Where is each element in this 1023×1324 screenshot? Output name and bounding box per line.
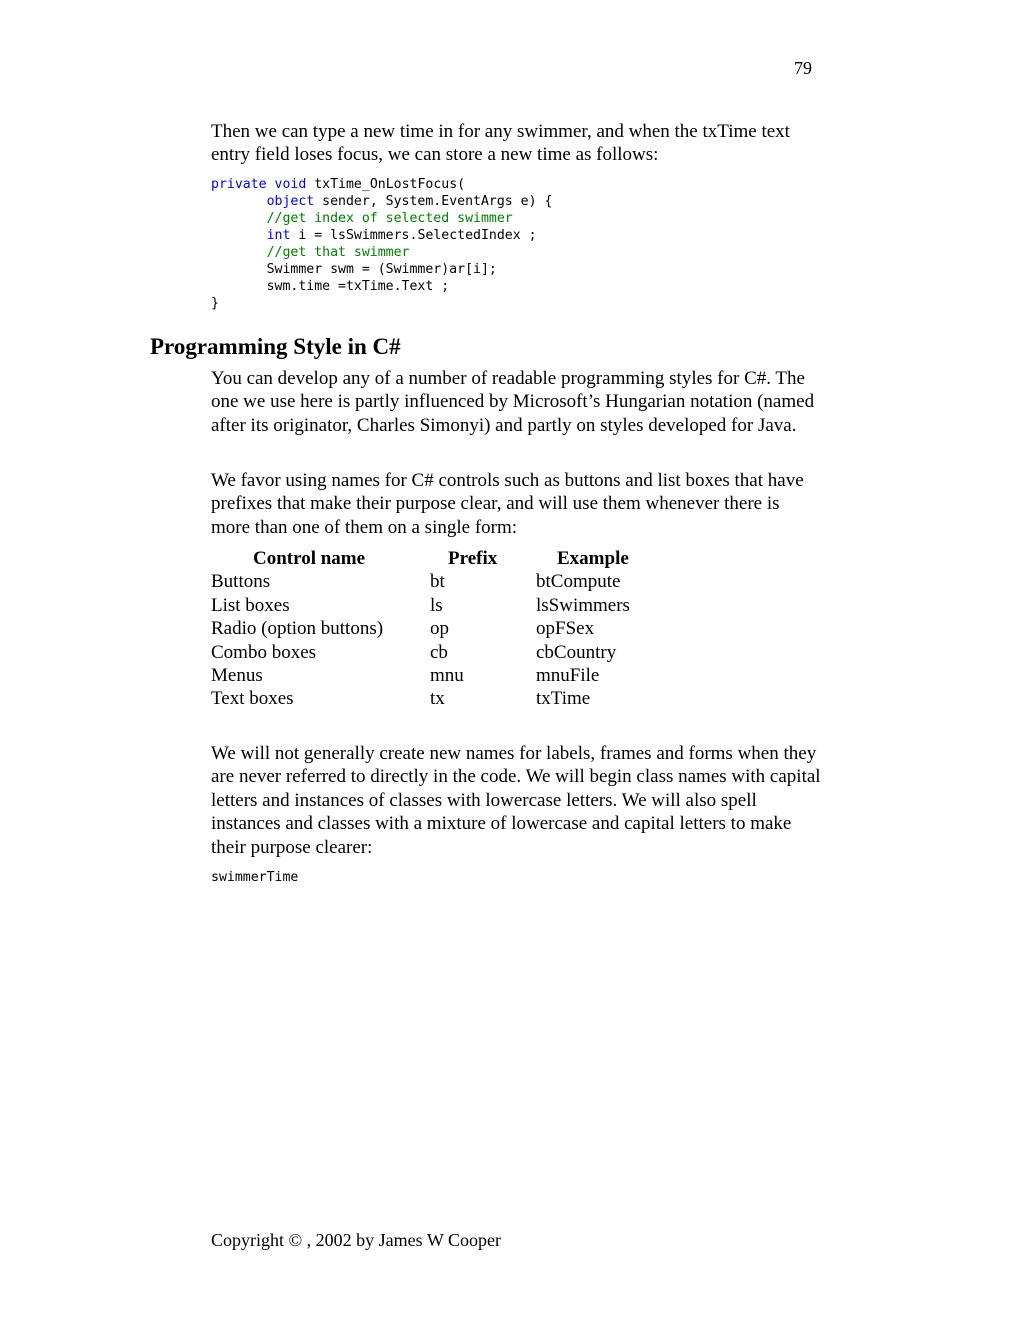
page-number: 79 xyxy=(794,58,812,78)
cell-prefix: tx xyxy=(430,688,445,710)
code-line: private void txTime_OnLostFocus( xyxy=(211,177,466,192)
header-prefix: Prefix xyxy=(448,548,498,569)
cell-example: cbCountry xyxy=(536,641,617,663)
header-control-name: Control name xyxy=(253,548,366,569)
cell-example: btCompute xyxy=(536,571,621,593)
code-line: } xyxy=(211,296,219,311)
table-header-row xyxy=(211,547,656,570)
code-block-event-handler xyxy=(211,176,552,312)
cell-control-name: Menus xyxy=(211,665,263,687)
cell-example: mnuFile xyxy=(536,665,600,687)
cell-prefix: cb xyxy=(430,641,448,663)
prefix-paragraph: We favor using names for C# controls such as buttons and list boxes that have prefixes that make their purpose clear, and will use them whenever there is more than one of them on a single form: xyxy=(211,470,804,538)
cell-control-name: Text boxes xyxy=(211,688,294,710)
prefix-table xyxy=(211,547,656,711)
section-heading: Programming Style in C# xyxy=(150,334,401,359)
cell-example: opFSex xyxy=(536,618,595,640)
table-row xyxy=(211,641,656,664)
cell-prefix: bt xyxy=(430,571,445,593)
cell-example: txTime xyxy=(536,688,591,710)
copyright-footer: Copyright © , 2002 by James W Cooper xyxy=(211,1230,501,1250)
code-line: swm.time =txTime.Text ; xyxy=(211,279,450,294)
cell-control-name: List boxes xyxy=(211,594,290,616)
cell-prefix: mnu xyxy=(430,665,464,687)
naming-paragraph: We will not generally create new names for labels, frames and forms when they are never referred to directly in the code. We will begin class names with capital letters and instances of classes with lowercase letters. We will also spell instances and classes with a mixture of lowercase and capital letters to make their purpose clearer: xyxy=(211,743,821,858)
cell-prefix: ls xyxy=(430,594,443,616)
code-line: Swimmer swm = (Swimmer)ar[i]; xyxy=(211,262,497,277)
cell-control-name: Combo boxes xyxy=(211,641,317,663)
table-row xyxy=(211,594,656,617)
intro-paragraph: Then we can type a new time in for any swimmer, and when the txTime text entry field loses focus, we can store a new time as follows: xyxy=(211,121,790,166)
code-block-example: swimmerTime xyxy=(211,870,299,885)
table-row xyxy=(211,687,656,710)
code-line: //get index of selected swimmer xyxy=(266,211,513,226)
cell-control-name: Buttons xyxy=(211,571,271,593)
code-line: //get that swimmer xyxy=(266,245,410,260)
header-example: Example xyxy=(557,548,629,569)
table-row xyxy=(211,570,656,593)
cell-prefix: op xyxy=(430,618,449,640)
table-row xyxy=(211,664,656,687)
code-line: object sender, System.EventArgs e) { xyxy=(266,194,553,209)
cell-control-name: Radio (option buttons) xyxy=(211,618,384,640)
code-line: int i = lsSwimmers.SelectedIndex ; xyxy=(266,228,537,243)
style-paragraph: You can develop any of a number of readable programming styles for C#. The one we use here is partly influenced by Microsoft’s Hungarian notation (named after its originator, Charles Simonyi) and partly on styles developed for Java. xyxy=(211,368,815,436)
table-row xyxy=(211,617,656,640)
cell-example: lsSwimmers xyxy=(536,594,630,616)
